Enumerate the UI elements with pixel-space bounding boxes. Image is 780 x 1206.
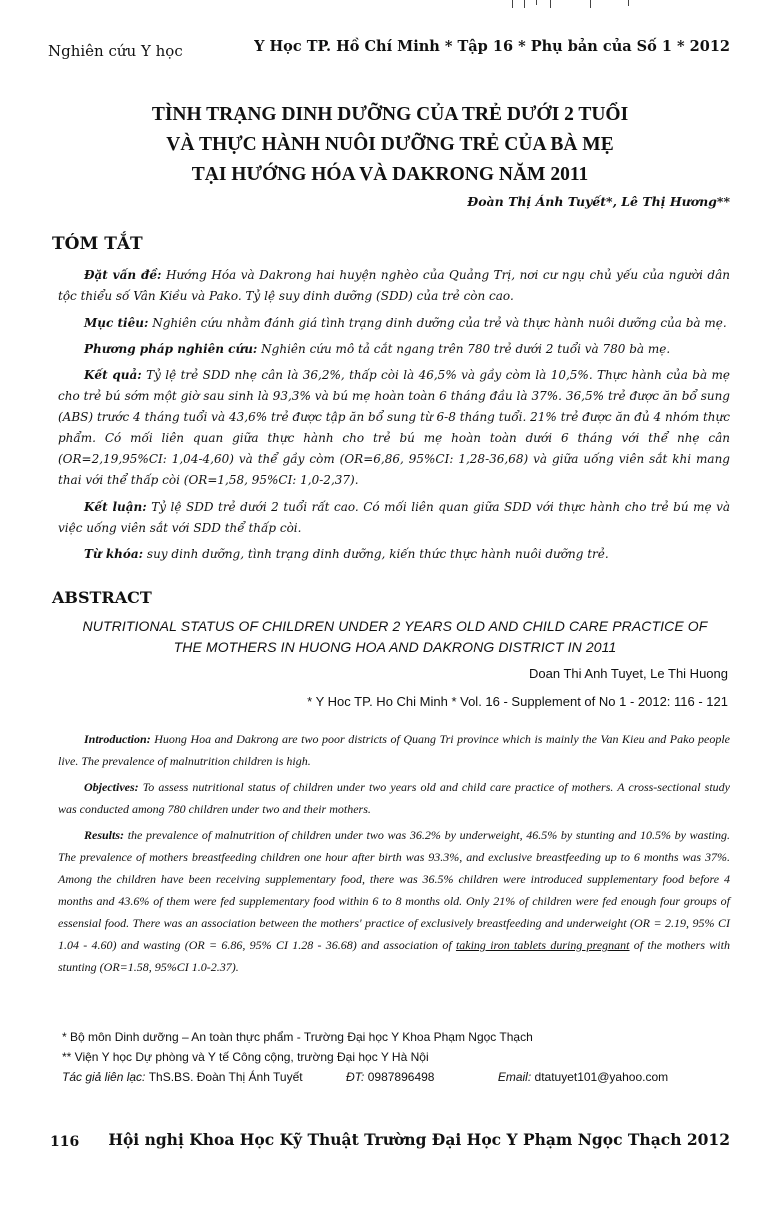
- contact-phone: 0987896498: [367, 1070, 435, 1084]
- results-paragraph: [58, 824, 730, 978]
- abstract-reference: * Y Hoc TP. Ho Chi Minh * Vol. 16 - Supplement of No 1 - 2012: 116 - 121: [307, 694, 728, 709]
- abstract-title-line-2: THE MOTHERS IN HUONG HOA AND DAKRONG DISTRICT IN 2011: [173, 639, 617, 655]
- tomtat-body: [58, 265, 730, 565]
- results-text-a: the prevalence of malnutrition of children under two was 36.2% by underweight, 46.5% by stunting and 10.5% by wasting. The prevalence of mothers breastfeeding children one hour after birth was 93.3%, and exclusive breastfeeding up to 6 months was 37%. Among the children have been receiving supplementary food, there was 36.5% children were introduced supplementary food before 4 months and 43.6% of them were fed supplementary food within 6 to 8 months old. Only 21% of children were fed enough four groups of essensial food. There was an association between the mothers' practice of exclusively breastfeeding and underweight (OR = 2.19, 95% CI 1.04 - 4.60) and wasting (OR = 6.86, 95% CI 1.28 - 36.68) and association of: [58, 828, 730, 952]
- phuong-phap-paragraph: [58, 339, 730, 360]
- article-title: [0, 100, 780, 190]
- contact-name: ThS.BS. Đoàn Thị Ánh Tuyết: [148, 1070, 303, 1084]
- ket-qua-paragraph: [58, 365, 730, 491]
- phuong-phap-text: Nghiên cứu mô tả cắt ngang trên 780 trẻ dưới 2 tuổi và 780 bà mẹ.: [257, 342, 671, 356]
- tu-khoa-label: Từ khóa:: [84, 547, 144, 561]
- tomtat-heading: TÓM TẮT: [52, 234, 143, 254]
- contact-email: dtatuyet101@yahoo.com: [534, 1070, 669, 1084]
- footnote-affiliation-1: * Bộ môn Dinh dưỡng – An toàn thực phẩm - Trường Đại học Y Khoa Phạm Ngọc Thạch: [62, 1030, 533, 1044]
- dat-van-de-text: Hướng Hóa và Dakrong hai huyện nghèo của Quảng Trị, nơi cư ngụ chủ yếu của người dân tộc thiểu số Vân Kiều và Pako. Tỷ lệ suy dinh dưỡng (SDD) của trẻ còn cao.: [58, 268, 730, 303]
- title-line-3: TẠI HƯỚNG HÓA VÀ DAKRONG NĂM 2011: [191, 164, 589, 185]
- abstract-heading: ABSTRACT: [52, 588, 152, 607]
- introduction-paragraph: [58, 728, 730, 772]
- dat-van-de-label: Đặt vấn đề:: [84, 268, 162, 282]
- email-label: Email:: [497, 1070, 532, 1084]
- phone-label: ĐT:: [345, 1070, 365, 1084]
- footer-conference-title: Hội nghị Khoa Học Kỹ Thuật Trường Đại Học Y Phạm Ngọc Thạch 2012: [108, 1130, 730, 1149]
- abstract-body: [58, 728, 730, 978]
- results-text-b: of the mothers with stunting (OR=1.58, 95%CI 1.0-2.37).: [58, 938, 730, 974]
- objectives-text: To assess nutritional status of children under two years old and child care practice of mothers. A cross-sectional study was conducted among 780 children under two and their mothers.: [58, 780, 730, 816]
- tu-khoa-text: suy dinh dưỡng, tình trạng dinh dưỡng, kiến thức thực hành nuôi dưỡng trẻ.: [143, 547, 609, 561]
- footnote-affiliation-2: ** Viện Y học Dự phòng và Y tế Công cộng, trường Đại học Y Hà Nội: [62, 1050, 429, 1064]
- objectives-paragraph: [58, 776, 730, 820]
- muc-tieu-paragraph: [58, 313, 730, 334]
- footnote-contact: [62, 1070, 702, 1084]
- title-line-1: TÌNH TRẠNG DINH DƯỠNG CỦA TRẺ DƯỚI 2 TUỔI: [151, 104, 629, 125]
- dat-van-de-paragraph: [58, 265, 730, 307]
- scan-marks: [510, 0, 630, 10]
- title-line-2: VÀ THỰC HÀNH NUÔI DƯỠNG TRẺ CỦA BÀ MẸ: [166, 134, 614, 155]
- ket-luan-label: Kết luận:: [84, 500, 147, 514]
- abstract-title-line-1: NUTRITIONAL STATUS OF CHILDREN UNDER 2 YEARS OLD AND CHILD CARE PRACTICE OF: [82, 618, 708, 634]
- introduction-label: Introduction:: [84, 732, 151, 746]
- abstract-title: [40, 616, 750, 658]
- ket-qua-label: Kết quả:: [84, 368, 142, 382]
- muc-tieu-text: Nghiên cứu nhằm đánh giá tình trạng dinh dưỡng của trẻ và thực hành nuôi dưỡng của bà mẹ.: [148, 316, 727, 330]
- ket-luan-paragraph: [58, 497, 730, 539]
- article-authors: Đoàn Thị Ánh Tuyết*, Lê Thị Hương**: [467, 194, 730, 209]
- ket-luan-text: Tỷ lệ SDD trẻ dưới 2 tuổi rất cao. Có mối liên quan giữa SDD với thực hành cho trẻ bú mẹ và việc uống viên sắt với SDD thể thấp còi.: [58, 500, 731, 535]
- header-journal-info: Y Học TP. Hồ Chí Minh * Tập 16 * Phụ bản của Số 1 * 2012: [254, 38, 730, 55]
- introduction-text: Huong Hoa and Dakrong are two poor districts of Quang Tri province which is mainly the Van Kieu and Pako people live. The prevalence of malnutrition children is high.: [58, 732, 730, 768]
- contact-label: Tác giả liên lạc:: [62, 1070, 146, 1084]
- abstract-authors: Doan Thi Anh Tuyet, Le Thi Huong: [529, 666, 728, 681]
- phuong-phap-label: Phương pháp nghiên cứu:: [84, 342, 258, 356]
- page-number: 116: [50, 1134, 80, 1150]
- results-underlined-text: taking iron tablets during pregnant: [455, 938, 630, 952]
- muc-tieu-label: Mục tiêu:: [84, 316, 149, 330]
- results-label: Results:: [84, 828, 125, 842]
- header-section-label: Nghiên cứu Y học: [48, 42, 183, 60]
- ket-qua-text: Tỷ lệ trẻ SDD nhẹ cân là 36,2%, thấp còi là 46,5% và gầy còm là 10,5%. Thực hành của bà mẹ cho trẻ bú sớm một giờ sau sinh là 93,3% và bú mẹ hoàn toàn 6 tháng đầu là 37%. 36,5% trẻ được ăn bổ sung (ABS) trước 4 tháng tuổi và 43,6% trẻ được tập ăn bổ sung từ 6-8 tháng tuổi. 21% trẻ được ăn đủ 4 nhóm thực phẩm. Có mối liên quan giữa thực hành cho trẻ bú mẹ hoàn toàn dưới 6 tháng với thể nhẹ cân (OR=2,19,95%CI: 1,04-4,60) và thể gầy còm (OR=6,86, 95%CI: 1,28-36,68) và giữa uống viên sắt khi mang thai với thể thấp còi (OR=1,58, 95%CI: 1,0-2,37).: [58, 368, 731, 487]
- objectives-label: Objectives:: [84, 780, 139, 794]
- tu-khoa-paragraph: [58, 544, 730, 565]
